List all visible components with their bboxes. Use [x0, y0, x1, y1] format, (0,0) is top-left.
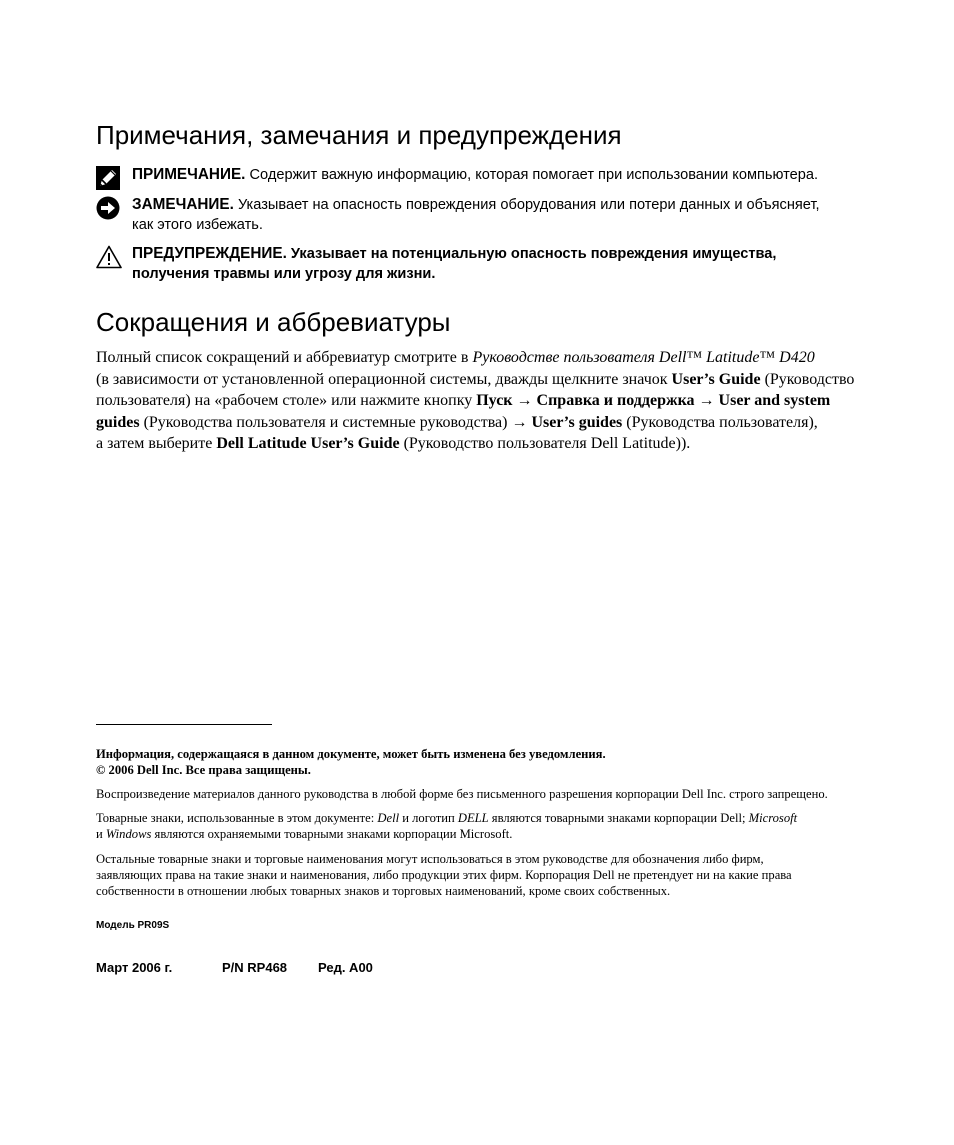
section-heading-notes: Примечания, замечания и предупреждения: [96, 120, 622, 150]
arrow-circle-icon: [96, 196, 122, 220]
other-trademarks-notice: [96, 851, 916, 899]
caution-label: ПРЕДУПРЕЖДЕНИЕ.: [132, 245, 287, 262]
ui-term: User and system: [718, 392, 831, 409]
pencil-note-icon: [96, 166, 122, 190]
text-run: и: [96, 827, 106, 841]
paragraph-line: [96, 390, 896, 412]
ui-term: Справка и поддержка: [536, 392, 695, 409]
revision: Ред. A00: [318, 960, 373, 975]
section-heading-abbreviations: Сокращения и аббревиатуры: [96, 307, 451, 337]
caution-block: [96, 244, 896, 284]
paragraph-line: [96, 347, 896, 369]
doc-title-ref: D420: [779, 349, 815, 366]
note-block: [96, 165, 896, 185]
trademarks-line: [96, 826, 916, 842]
ui-term: User’s Guide: [671, 370, 761, 388]
text-run: Товарные знаки, использованные в этом документе:: [96, 811, 378, 825]
trademark-name: Dell: [377, 811, 400, 825]
notice-block: [96, 195, 896, 235]
text-run: (Руководства пользователя),: [622, 413, 818, 431]
notice-text: Указывает на опасность повреждения оборудования или потери данных и объясняет,: [237, 197, 820, 213]
trademarks-notice: [96, 810, 916, 842]
trademark-symbol: ™: [686, 349, 707, 366]
model-number: Модель PR09S: [96, 920, 170, 931]
text-run: являются охраняемыми товарными знаками корпорации Microsoft.: [151, 827, 513, 841]
warning-triangle-icon: [96, 245, 122, 269]
other-trademarks-line: заявляющих права на такие знаки и наименования, либо продукции этих фирм. Корпорация Dell не претендует ни на какие права: [96, 868, 792, 882]
note-text: Содержит важную информацию, которая помогает при использовании компьютера.: [249, 167, 819, 183]
note-label: ПРИМЕЧАНИЕ.: [132, 166, 246, 183]
text-run: (Руководство: [760, 370, 855, 388]
text-run: и логотип: [399, 811, 458, 825]
trademark-name: Microsoft: [748, 811, 798, 825]
abbreviations-paragraph: [96, 347, 896, 455]
ui-term: Dell Latitude User’s Guide: [216, 435, 400, 452]
change-notice: [96, 746, 916, 778]
text-run: являются товарными знаками корпорации Dell;: [488, 811, 749, 825]
doc-title-ref: Latitude: [706, 349, 760, 366]
publication-date: Март 2006 г.: [96, 960, 173, 975]
other-trademarks-line: собственности в отношении любых товарных знаков и торговых наименований, кроме своих собственных.: [96, 884, 671, 898]
reproduction-notice: [96, 786, 916, 802]
reproduction-line: Воспроизведение материалов данного руководства в любой форме без письменного разрешения корпорации Dell Inc. строго запрещено.: [96, 787, 828, 801]
footnote-divider: [96, 724, 272, 725]
paragraph-line: [96, 412, 896, 434]
notice-label: ЗАМЕЧАНИЕ.: [132, 196, 234, 213]
arrow-separator: →: [694, 392, 719, 409]
trademark-name: DELL: [457, 811, 489, 825]
part-number: P/N RP468: [222, 960, 288, 975]
text-run: Полный список сокращений и аббревиатур смотрите в: [96, 349, 473, 366]
doc-title-ref: Руководстве пользователя Dell: [472, 349, 687, 366]
notice-text: как этого избежать.: [132, 217, 263, 233]
text-run: пользователя) на «рабочем столе» или нажмите кнопку: [96, 392, 477, 409]
text-run: (Руководство пользователя Dell Latitude)).: [399, 435, 691, 452]
other-trademarks-line: Остальные товарные знаки и торговые наименования могут использоваться в этом руководстве для обозначения либо фирм,: [96, 852, 764, 866]
trademark-name: Windows: [105, 827, 152, 841]
copyright-line: © 2006 Dell Inc. Все права защищены.: [96, 763, 311, 777]
caution-text: Указывает на потенциальную опасность повреждения имущества,: [290, 246, 777, 262]
text-run: (в зависимости от установленной операционной системы, дважды щелкните значок: [96, 370, 672, 388]
trademarks-line: [96, 810, 916, 826]
text-run: (Руководства пользователя и системные руководства) →: [139, 413, 532, 431]
paragraph-line: [96, 369, 896, 391]
ui-term: User’s guides: [531, 413, 623, 431]
paragraph-line: [96, 433, 896, 455]
trademark-symbol: ™: [759, 349, 780, 366]
ui-term: Пуск: [476, 392, 513, 409]
ui-term: guides: [96, 413, 140, 431]
notice-line: Информация, содержащаяся в данном документе, может быть изменена без уведомления.: [96, 747, 606, 761]
text-run: а затем выберите: [96, 435, 217, 452]
caution-text: получения травмы или угрозу для жизни.: [132, 266, 436, 282]
arrow-separator: →: [512, 392, 537, 409]
